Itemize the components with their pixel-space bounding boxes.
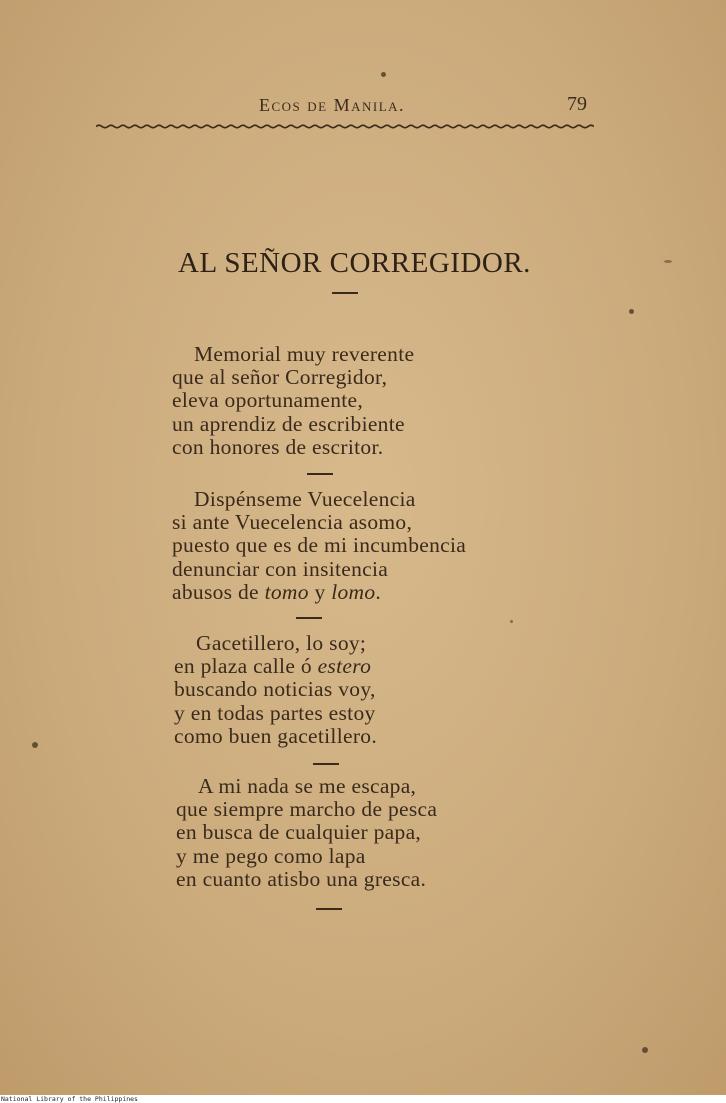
- verse-line: si ante Vuecelencia asomo,: [172, 510, 413, 535]
- running-head: Ecos de Manila.: [259, 95, 406, 115]
- verse-line: Gacetillero, lo soy;: [196, 631, 367, 655]
- header-rule: [96, 124, 594, 129]
- title-divider: [332, 292, 358, 294]
- stanza-divider: [313, 763, 339, 765]
- verse-line: Memorial muy reverente: [194, 342, 415, 366]
- verse-line: en cuanto atisbo una gresca.: [176, 866, 427, 891]
- paper-speck: [642, 1047, 648, 1053]
- stanza-3: [174, 632, 377, 748]
- page-number: 79: [567, 93, 587, 115]
- poem-title: AL SEÑOR CORREGIDOR.: [178, 247, 531, 279]
- paper-speck: [510, 620, 513, 623]
- stanza-divider: [307, 473, 333, 475]
- verse-line: A mi nada se me escapa,: [198, 774, 417, 798]
- verse-line: en plaza calle ó estero: [174, 654, 372, 679]
- verse-line: que siempre marcho de pesca: [176, 797, 438, 822]
- verse-line: Dispénseme Vuecelencia: [194, 487, 416, 511]
- stanza-divider: [296, 617, 322, 619]
- paper-speck: [32, 742, 38, 748]
- stanza-2: [172, 488, 466, 604]
- stanza-1: [172, 343, 414, 459]
- verse-line: y en todas partes estoy: [174, 700, 376, 725]
- paper-speck: [629, 309, 634, 314]
- verse-line: que al señor Corregidor,: [172, 365, 388, 390]
- verse-line: un aprendiz de escribiente: [172, 411, 405, 436]
- verse-line: puesto que es de mi incumbencia: [172, 533, 467, 558]
- scan-credit-bar: [0, 1095, 726, 1103]
- verse-line: abusos de tomo y lomo.: [172, 579, 382, 604]
- scan-credit: National Library of the Philippines: [1, 1095, 138, 1103]
- paper-speck: [381, 72, 386, 77]
- paper-speck: [664, 260, 672, 263]
- verse-line: con honores de escritor.: [172, 434, 384, 459]
- verse-line: en busca de cualquier papa,: [176, 820, 422, 845]
- verse-line: eleva oportunamente,: [172, 388, 364, 413]
- verse-line: como buen gacetillero.: [174, 723, 378, 748]
- verse-line: buscando noticias voy,: [174, 677, 376, 702]
- stanza-divider: [316, 908, 342, 910]
- verse-line: y me pego como lapa: [176, 843, 366, 868]
- stanza-4: [176, 775, 437, 891]
- verse-line: denunciar con insitencia: [172, 556, 389, 581]
